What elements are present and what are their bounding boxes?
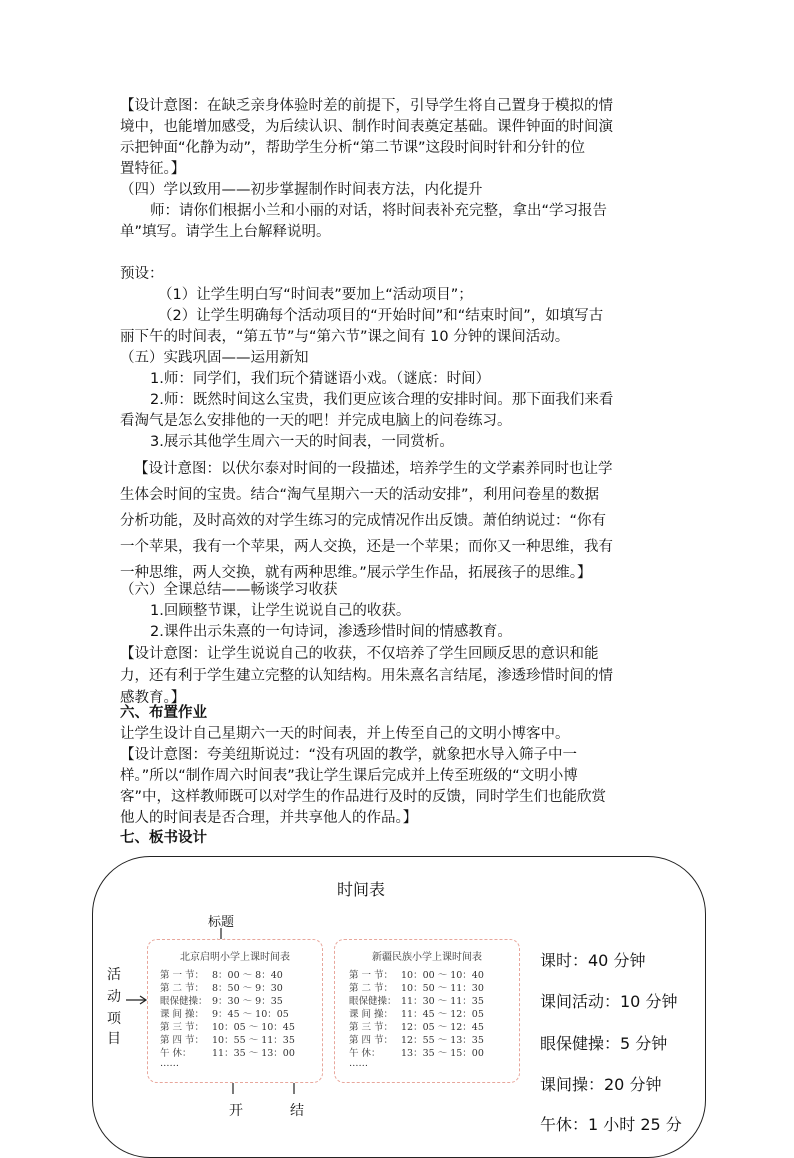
left-row-5-label: 第 三 节： — [160, 1022, 205, 1033]
left-row-7-time: 11：35 ～ 13：00 — [212, 1048, 295, 1059]
design-intent-2-line-4: 一个苹果，我有一个苹果，两人交换，还是一个苹果；而你又一种思维，我有 — [120, 539, 613, 555]
right-timetable-title: 新疆民族小学上课时间表 — [372, 952, 482, 963]
left-row-4-time: 9：45 ～ 10：05 — [212, 1009, 289, 1020]
left-row-1-label: 第 一 节： — [160, 970, 205, 981]
label-title: 标题 — [208, 915, 235, 930]
label-start: 开 — [229, 1103, 243, 1119]
preset-item-2-line-1: （2）让学生明确每个活动项目的“开始时间”和“结束时间”，如填写古 — [158, 308, 604, 324]
right-row-2-label: 第 二 节： — [349, 983, 394, 994]
preset-label: 预设： — [120, 266, 164, 282]
right-row-3-time: 11：30 ～ 11：35 — [401, 996, 484, 1007]
design-intent-1-line-2: 境中，也能增加感受，为后续认识、制作时间表奠定基础。课件钟面的时间演 — [120, 119, 613, 135]
section-5-item-1: 1.师：同学们，我们玩个猜谜语小戏。（谜底：时间） — [150, 371, 491, 387]
right-row-5-label: 第 三 节： — [349, 1022, 394, 1033]
section-6-heading: （六）全课总结——畅谈学习收获 — [120, 582, 338, 598]
section-4-line-2: 单”填写。请学生上台解释说明。 — [120, 224, 331, 240]
left-row-6-time: 10：55 ～ 11：35 — [212, 1035, 295, 1046]
left-row-3-label: 眼保健操： — [160, 996, 208, 1007]
right-row-4-label: 课 间 操： — [349, 1009, 394, 1020]
design-intent-1-line-3: 示把钟面“化静为动”，帮助学生分析“第二节课”这段时间时针和分针的位 — [120, 140, 586, 156]
label-end: 结 — [290, 1103, 304, 1119]
section-4-heading: （四）学以致用——初步掌握制作时间表方法，内化提升 — [120, 182, 483, 198]
section-5-heading: （五）实践巩固——运用新知 — [120, 350, 309, 366]
homework-text: 让学生设计自己星期六一天的时间表，并上传至自己的文明小博客中。 — [120, 726, 570, 742]
board-title: 时间表 — [337, 880, 386, 899]
right-row-5-time: 12：05 ～ 12：45 — [401, 1022, 484, 1033]
left-row-1-time: 8：00 ～ 8：40 — [212, 970, 283, 981]
section-6-item-1: 1.回顾整节课，让学生说说自己的收获。 — [150, 603, 411, 619]
right-timetable-card — [334, 939, 520, 1083]
label-activity-char-3: 项 — [107, 1011, 121, 1027]
design-intent-1-line-4: 置特征。】 — [120, 161, 186, 177]
preset-item-2-line-2: 丽下午的时间表，“第五节”与“第六节”课之间有 10 分钟的课间活动。 — [120, 329, 570, 345]
design-intent-2-line-5: 一种思维，两人交换，就有两种思维。”展示学生作品，拓展孩子的思维。】 — [120, 565, 592, 581]
stat-eye-exercise: 眼保健操：5 分钟 — [540, 1034, 668, 1053]
left-row-7-label: 午 休： — [160, 1048, 192, 1059]
left-row-2-time: 8：50 ～ 9：30 — [212, 983, 283, 994]
design-intent-4-line-4: 他人的时间表是否合理，并共享他人的作品。】 — [120, 810, 418, 826]
left-row-5-time: 10：05 ～ 10：45 — [212, 1022, 295, 1033]
section-5-item-3: 3.展示其他学生周六一天的时间表，一同赏析。 — [150, 434, 454, 450]
right-row-4-time: 11：45 ～ 12：05 — [401, 1009, 484, 1020]
design-intent-2-line-3: 分析功能，及时高效的对学生练习的完成情况作出反馈。萧伯纳说过：“你有 — [120, 513, 607, 529]
preset-item-1: （1）让学生明白写“时间表”要加上“活动项目”； — [158, 287, 473, 303]
design-intent-3-line-2: 力，还有利于学生建立完整的认知结构。用朱熹名言结尾，渗透珍惜时间的情 — [120, 668, 613, 684]
design-intent-4-line-1: 【设计意图：夸美纽斯说过：“没有巩固的教学，就象把水导入筛子中一 — [120, 747, 578, 763]
right-row-1-time: 10：00 ～ 10：40 — [401, 970, 484, 981]
label-activity-char-1: 活 — [107, 967, 121, 983]
section-4-line-1: 师：请你们根据小兰和小丽的对话，将时间表补充完整，拿出“学习报告 — [150, 203, 608, 219]
right-row-3-label: 眼保健操： — [349, 996, 397, 1007]
right-row-1-label: 第 一 节： — [349, 970, 394, 981]
right-row-6-time: 12：55 ～ 13：35 — [401, 1035, 484, 1046]
design-intent-4-line-3: 客”中，这样教师既可以对学生的作品进行及时的反馈，同时学生们也能欣赏 — [120, 789, 607, 805]
left-row-6-label: 第 四 节： — [160, 1035, 205, 1046]
left-row-ellipsis-label: …… — [160, 1058, 179, 1069]
design-intent-3-line-1: 【设计意图：让学生说说自己的收获，不仅培养了学生回顾反思的意识和能 — [120, 646, 599, 662]
stat-break: 课间活动：10 分钟 — [540, 992, 678, 1011]
stat-lunch-break: 午休：1 小时 25 分 — [540, 1115, 682, 1134]
right-row-2-time: 10：50 ～ 11：30 — [401, 983, 484, 994]
design-intent-2-line-2: 生体会时间的宝贵。结合“淘气星期六一天的活动安排”，利用问卷星的数据 — [120, 487, 600, 503]
right-row-7-label: 午 休： — [349, 1048, 381, 1059]
right-row-ellipsis-label: …… — [349, 1058, 368, 1069]
design-intent-3-line-3: 感教育。】 — [120, 690, 186, 706]
right-row-7-time: 13：35 ～ 15：00 — [401, 1048, 484, 1059]
label-activity-char-2: 动 — [107, 989, 121, 1005]
label-activity-char-4: 目 — [107, 1031, 121, 1047]
right-row-6-label: 第 四 节： — [349, 1035, 394, 1046]
section-5-item-2-line-1: 2.师：既然时间这么宝贵，我们更应该合理的安排时间。那下面我们来看 — [150, 392, 614, 408]
left-timetable-card — [147, 939, 323, 1083]
stat-class-length: 课时：40 分钟 — [540, 951, 646, 970]
design-intent-1-line-1: 【设计意图：在缺乏亲身体验时差的前提下，引导学生将自己置身于模拟的情 — [120, 98, 613, 114]
left-timetable-title: 北京启明小学上课时间表 — [180, 952, 290, 963]
board-design-heading: 七、板书设计 — [120, 830, 207, 846]
left-row-3-time: 9：30 ～ 9：35 — [212, 996, 283, 1007]
homework-heading: 六、布置作业 — [120, 705, 207, 721]
left-row-4-label: 课 间 操： — [160, 1009, 205, 1020]
design-intent-4-line-2: 样。”所以“制作周六时间表”我让学生课后完成并上传至班级的“文明小博 — [120, 768, 578, 784]
section-5-item-2-line-2: 看淘气是怎么安排他的一天的吧！并完成电脑上的问卷练习。 — [120, 413, 512, 429]
section-6-item-2: 2.课件出示朱熹的一句诗词，渗透珍惜时间的情感教育。 — [150, 624, 512, 640]
left-row-2-label: 第 二 节： — [160, 983, 205, 994]
stat-exercise-break: 课间操：20 分钟 — [540, 1075, 662, 1094]
design-intent-2-line-1: 【设计意图：以伏尔泰对时间的一段描述，培养学生的文学素养同时也让学 — [134, 461, 613, 477]
